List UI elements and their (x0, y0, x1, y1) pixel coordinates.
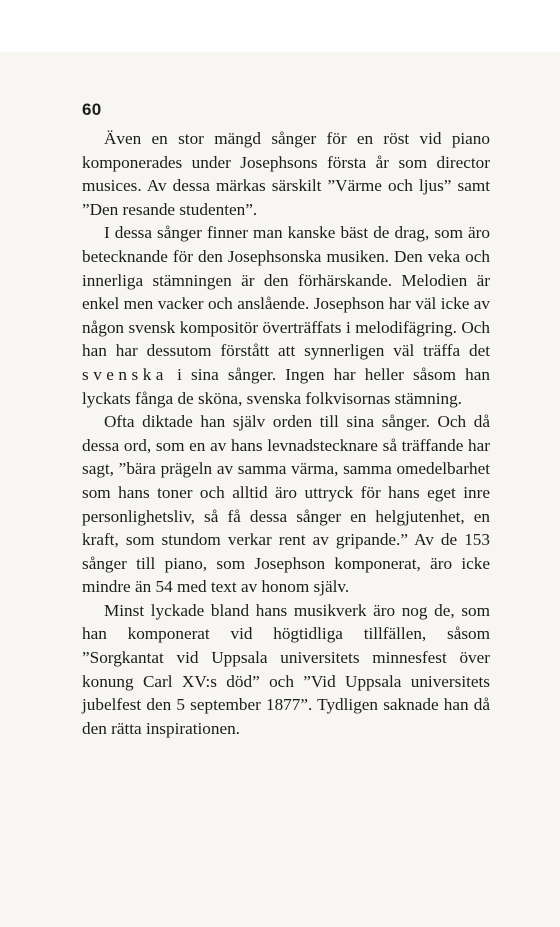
paragraph-2-after: i sina sånger. Ingen har heller såsom han lyckats fånga de sköna, svenska folkvisornas stämning. (82, 364, 490, 408)
book-page (0, 52, 560, 927)
paragraph-2 (82, 221, 490, 410)
paragraph-3: Ofta diktade han själv orden till sina sånger. Och då dessa ord, som en av hans levnadstecknare så träffande har sagt, ”bära prägeln av samma värma, samma omedelbarhet som hans toner och alltid äro uttryck för hans eget inre personlighetsliv, så få dessa sånger en helgjutenhet, en kraft, som stundom verkar rent av gripande.” Av de 153 sånger till piano, som Josephson komponerat, äro icke mindre än 54 med text av honom själv. (82, 412, 490, 597)
emphasis-svenska: svenska (82, 364, 168, 384)
paragraph-4: Minst lyckade bland hans musikverk äro nog de, som han komponerat vid högtidliga tillfällen, såsom ”Sorgkantat vid Uppsala universitets minnesfest över konung Carl XV:s död” och ”Vid Uppsala universitets jubelfest den 5 september 1877”. Tydligen saknade han då den rätta inspirationen. (82, 600, 490, 738)
page-number: 60 (82, 100, 102, 119)
body-text (82, 127, 490, 740)
paragraph-1: Även en stor mängd sånger för en röst vid piano komponerades under Josephsons första år som director musices. Av dessa märkas särskilt ”Värme och ljus” samt ”Den resande studenten”. (82, 129, 490, 219)
paragraph-2-before: I dessa sånger finner man kanske bäst de drag, som äro betecknande för den Josephsonska musiken. Den veka och innerliga stämningen är den förhärskande. Melodien är enkel men vacker och anslående. Josephson har väl icke av någon svensk kompositör överträffats i melodifägring. Och han har dessutom förstått att synnerligen väl träffa det (82, 223, 490, 361)
